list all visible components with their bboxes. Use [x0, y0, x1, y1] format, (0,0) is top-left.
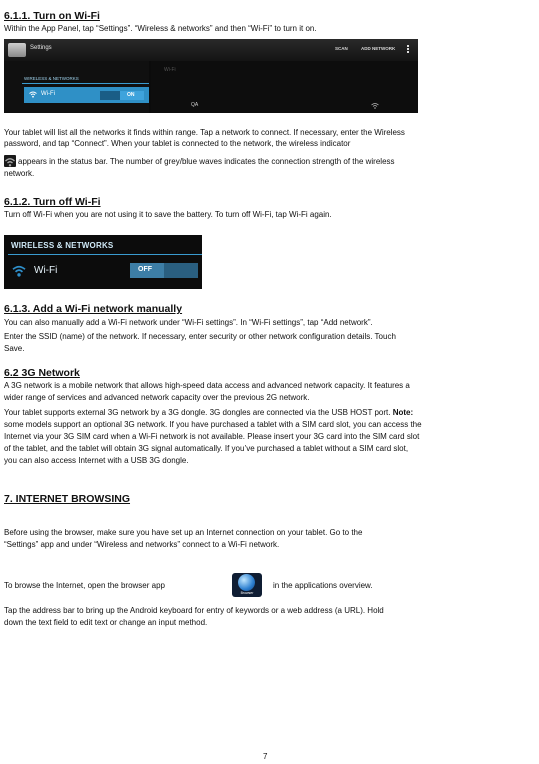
heading-turn-on-wifi: 6.1.1. Turn on Wi-Fi — [4, 10, 100, 22]
page-number: 7 — [263, 752, 268, 761]
browser-app-label: Browser — [240, 591, 254, 595]
toggle-off-text: OFF — [138, 266, 152, 273]
browsing-p2-a: To browse the Internet, open the browser app — [4, 581, 165, 590]
browsing-p1-line2: “Settings” app and under “Wireless and networks” connect to a Wi-Fi network. — [4, 540, 280, 549]
category-divider — [22, 83, 149, 84]
wifi-icon — [29, 91, 37, 98]
toggle-on-text: ON — [127, 92, 135, 98]
network-signal-icon — [371, 103, 379, 109]
overflow-menu-icon — [406, 44, 410, 56]
browsing-p2-b: in the applications overview. — [273, 581, 373, 590]
category-divider — [8, 254, 202, 255]
note-label: Note: — [392, 408, 414, 417]
3g-p2-line1 — [4, 408, 413, 419]
turn-off-body: Turn off Wi-Fi when you are not using it to save the battery. To turn off Wi-Fi, tap Wi-Fi again. — [4, 210, 332, 219]
turn-on-body-line3: appears in the status bar. The number of grey/blue waves indicates the connection strength of the wireless — [18, 157, 395, 166]
category-wireless-networks: WIRELESS & NETWORKS — [11, 241, 114, 250]
wifi-toggle-on — [100, 91, 144, 100]
status-bar-wifi-icon — [4, 155, 16, 167]
wifi-label: Wi-Fi — [41, 91, 55, 97]
pane-header-ghost: Wi-Fi — [164, 67, 176, 73]
3g-p1-line1: A 3G network is a mobile network that allows high-speed data access and advanced network capacity. It features a — [4, 381, 410, 390]
scan-button: SCAN — [335, 46, 348, 51]
add-network-line1: You can also manually add a Wi-Fi network under “Wi-Fi settings”. In “Wi-Fi settings”, tap “Add network”. — [4, 318, 373, 327]
browser-app-icon — [232, 573, 262, 597]
screenshot-wifi-on — [4, 39, 418, 113]
turn-on-body-line1: Your tablet will list all the networks it finds within range. Tap a network to connect. If necessary, enter the Wireless — [4, 128, 405, 137]
wifi-icon — [12, 265, 26, 277]
3g-p2-line1-text: Your tablet supports external 3G network by a 3G dongle. 3G dongles are connected via the USB HOST port. — [4, 408, 391, 417]
3g-p1-line2: wider range of services and advanced network capacity over the previous 2G network. — [4, 393, 310, 402]
heading-turn-off-wifi: 6.1.2. Turn off Wi-Fi — [4, 196, 101, 208]
category-wireless-networks: WIRELESS & NETWORKS — [24, 76, 79, 81]
heading-add-network: 6.1.3. Add a Wi-Fi network manually — [4, 303, 183, 315]
browsing-p1-line1: Before using the browser, make sure you have set up an Internet connection on your tablet. Go to the — [4, 528, 363, 537]
settings-action-bar — [4, 39, 418, 61]
settings-title: Settings — [30, 45, 52, 51]
browsing-p3-line1: Tap the address bar to bring up the Android keyboard for entry of keywords or a web address (a URL). Hold — [4, 606, 384, 615]
settings-app-icon — [8, 43, 26, 57]
screenshot-wifi-off — [4, 235, 202, 289]
3g-p2-line4: of the tablet, and the tablet will obtain 3G signal automatically. If you’ve purchased a tablet without a SIM card slot, — [4, 444, 409, 453]
3g-p2-line3: Internet via your 3G SIM card when a Wi-Fi network is not available. Please insert your 3G card into the SIM card slot — [4, 432, 420, 441]
browsing-p3-line2: down the text field to edit text or change an input method. — [4, 618, 208, 627]
heading-3g-network: 6.2 3G Network — [4, 367, 80, 379]
3g-p2-line5: you can also access Internet with a USB 3G dongle. — [4, 456, 189, 465]
wifi-toggle-off — [130, 263, 198, 278]
wifi-label: Wi-Fi — [34, 265, 58, 276]
turn-on-body-line2: password, and tap “Connect”. When your tablet is connected to the network, the wireless indicator — [4, 139, 351, 148]
turn-on-intro: Within the App Panel, tap “Settings”. “Wireless & networks” and then “Wi-Fi” to turn it on. — [4, 24, 317, 33]
add-network-button: ADD NETWORK — [361, 46, 396, 51]
network-name: QA — [191, 102, 199, 108]
add-network-line3: Save. — [4, 344, 25, 353]
add-network-line2: Enter the SSID (name) of the network. If necessary, enter security or other network configuration details. Touch — [4, 332, 396, 341]
turn-on-body-line4: network. — [4, 169, 35, 178]
heading-internet-browsing: 7. INTERNET BROWSING — [4, 493, 131, 505]
3g-p2-line2: some models support an optional 3G network. If you have purchased a tablet with a SIM card slot, you can access the — [4, 420, 422, 429]
